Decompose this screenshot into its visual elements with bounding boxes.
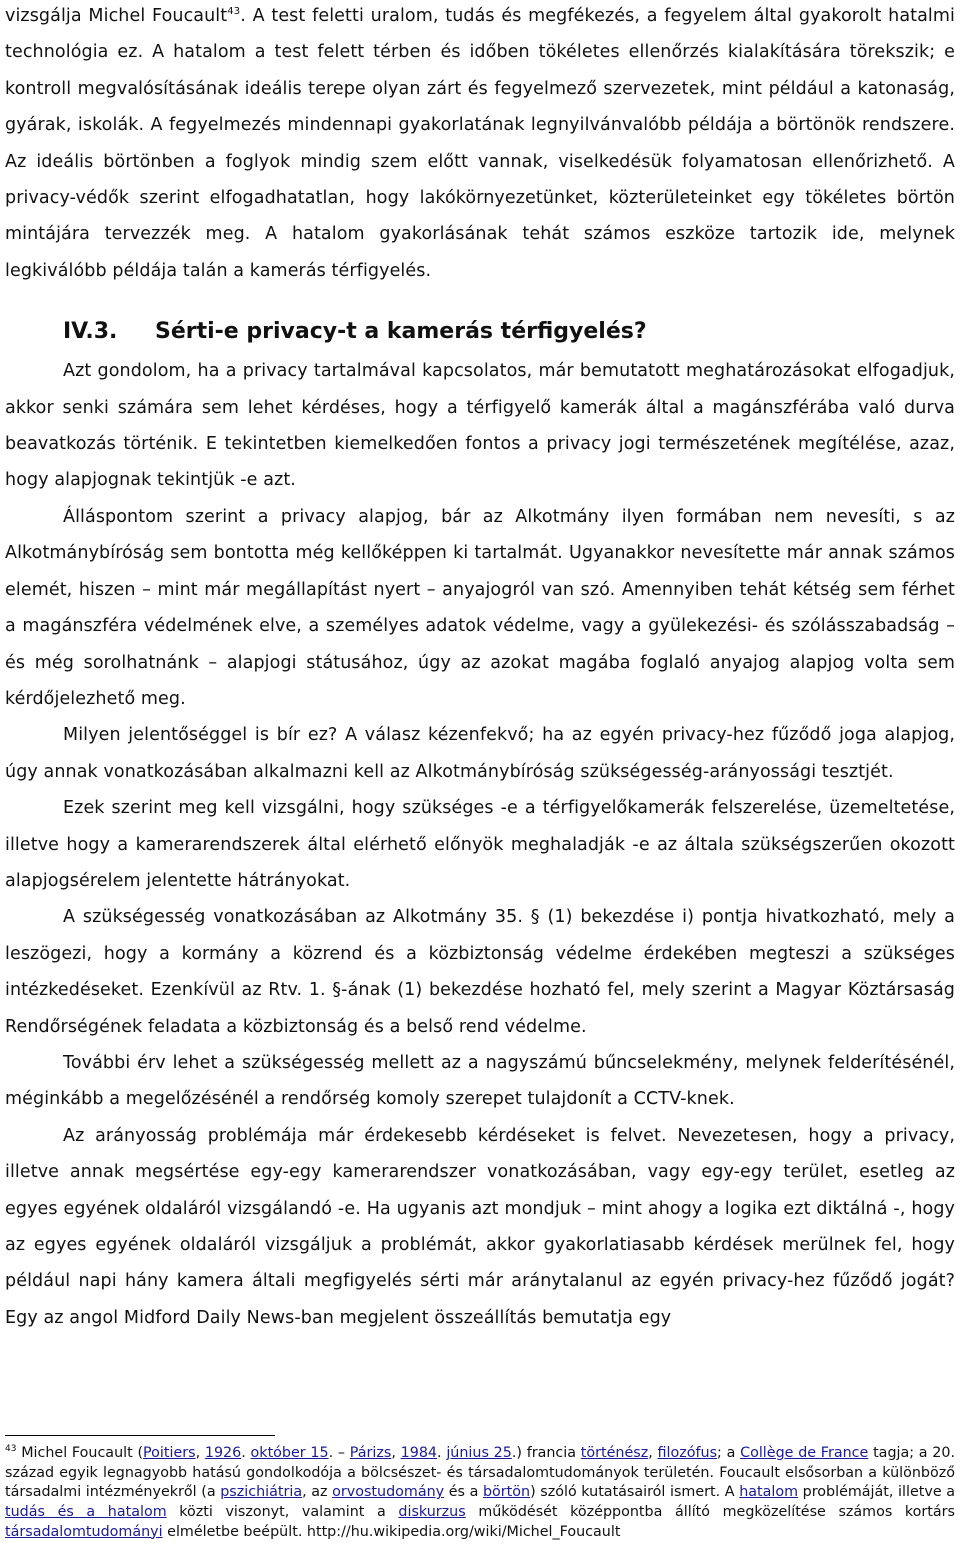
paragraph: Álláspontom szerint a privacy alapjog, bár az Alkotmány ilyen formában nem nevesíti, s az Alkotmánybíróság sem bontotta még kellőképpen ki tartalmát. Ugyanakkor nevesítette már annak számos elemét, hiszen – mint már megállapítást nyert – anyajogról van szó. Amennyiben tehát kétség sem férhet a magánszféra védelmének elve, a személyes adatok védelme, vagy a gyülekezési- és szólásszabadság – és még sorolhatnánk – alapjogi státusához, úgy az azokat magába foglaló anyajog alapjog volta sem kérdőjelezhető meg. [5, 506, 955, 709]
footnote-text: .) francia [511, 1445, 581, 1461]
footnote-text: , [648, 1445, 658, 1461]
footnote-text: és a [444, 1484, 483, 1501]
link-diskurzus[interactable]: diskurzus [398, 1504, 466, 1521]
footnote-text: . [241, 1445, 251, 1461]
footnote [5, 1444, 955, 1543]
paragraph: A szükségesség vonatkozásában az Alkotmány 35. § (1) bekezdése i) pontja hivatkozható, mely a leszögezi, hogy a kormány a közrend és a közbiztonság védelme érdekében megteszi a szükséges intézkedéseket. Ezenkívül az Rtv. 1. §-ának (1) bekezdése hozható fel, mely szerint a Magyar Köztársaság Rendőrségének feladata a közbiztonság és a belső rend védelme. [5, 907, 955, 1037]
link-1984[interactable]: 1984 [400, 1445, 438, 1461]
link-junius-25[interactable]: június 25 [446, 1445, 512, 1461]
footnote-text: , [391, 1445, 401, 1461]
paragraph: Az arányosság problémája már érdekesebb kérdéseket is felvet. Nevezetesen, hogy a privacy, illetve annak megsértése egy-egy kamerarendszer vonatkozásában, vagy egy-egy terület, esetleg az egyes egyének oldaláról vizsgálandó -e. Ha ugyanis azt mondjuk – mint ahogy a logika ezt diktálná -, hogy az egyes egyének oldaláról vizsgáljuk a problémát, akkor gyakorlatiasabb kérdések merülnek fel, hogy például napi hány kamera általi megfigyelés sérti már aránytalanul az egyén privacy-hez fűződő jogát? Egy az angol Midford Daily News-ban megjelent összeállítás bemutatja egy [5, 1125, 955, 1328]
link-parizs[interactable]: Párizs [349, 1445, 392, 1461]
link-hatalom[interactable]: hatalom [739, 1484, 799, 1501]
link-poitiers[interactable]: Poitiers [143, 1445, 196, 1461]
footnote-text: elméletbe beépült. http://hu.wikipedia.org/wiki/Michel_Foucault [162, 1523, 621, 1540]
paragraph: Milyen jelentőséggel is bír ez? A válasz kézenfekvő; ha az egyén privacy-hez fűződő joga alapjog, úgy annak vonatkozásában alkalmazni kell az Alkotmánybíróság szükségesség-arányossági tesztjét. [5, 725, 955, 782]
link-tarsadalomtudomanyi[interactable]: társadalomtudományi [5, 1523, 163, 1540]
section-heading [63, 317, 955, 347]
footnote-text: működését középpontba állító megközelítése számos kortárs [465, 1504, 955, 1521]
footnote-text: . – [328, 1445, 350, 1461]
intro-text-start: vizsgálja Michel Foucault [5, 6, 228, 26]
footnote-text: problémáját, illetve a [798, 1484, 956, 1501]
link-college-de-france[interactable]: Collège de France [740, 1445, 869, 1461]
paragraph: További érv lehet a szükségesség mellett az a nagyszámú bűncselekmény, melynek felderítésénél, méginkább a megelőzésénél a rendőrség komoly szerepet tulajdonít a CCTV-knek. [5, 1052, 955, 1110]
link-orvostudomany[interactable]: orvostudomány [332, 1484, 445, 1501]
section-number: IV.3. [63, 319, 118, 345]
footnote-text: ; a [717, 1445, 741, 1461]
paragraph: Ezek szerint meg kell vizsgálni, hogy szükséges -e a térfigyelőkamerák felszerelése, üzemeltetése, illetve hogy a kamerarendszerek által elérhető előnyök meghaladják -e az általa szükségszerűen okozott alapjogsérelem jelentette hátrányokat. [5, 798, 955, 891]
intro-paragraph [5, 0, 955, 289]
footnote-text: ) szóló kutatásairól ismert. A [530, 1484, 740, 1501]
footnote-text: Michel Foucault ( [16, 1445, 144, 1461]
link-1926[interactable]: 1926 [204, 1445, 242, 1461]
footnote-text: közti viszonyt, valamint a [166, 1504, 399, 1521]
link-borton[interactable]: börtön [482, 1484, 531, 1501]
link-pszichiatria[interactable]: pszichiátria [220, 1484, 303, 1501]
footnote-number: 43 [5, 1444, 17, 1455]
link-tortenesz[interactable]: történész [580, 1445, 649, 1461]
link-filozofus[interactable]: filozófus [657, 1445, 718, 1461]
section-title: Sérti-e privacy-t a kamerás térfigyelés? [155, 319, 647, 345]
footnote-text: , az [302, 1484, 333, 1501]
footnote-text: . [437, 1445, 447, 1461]
paragraph: Azt gondolom, ha a privacy tartalmával kapcsolatos, már bemutatott meghatározásokat elfogadjuk, akkor senki számára sem lehet kérdéses, hogy a térfigyelő kamerák által a magánszférába való durva beavatkozás történik. E tekintetben kiemelkedően fontos a privacy jogi természetének megítélése, azaz, hogy alapjognak tekintjük -e azt. [5, 361, 955, 491]
intro-text-rest: . A test feletti uralom, tudás és megfékezés, a fegyelem által gyakorolt hatalmi technológia ez. A hatalom a test felett térben és időben tökéletes ellenőrzés kialakítására törekszik; e kontroll megvalósításának ideális terepe olyan zárt és fegyelmező szervezetek, mint például a katonaság, gyárak, iskolák. A fegyelmezés mindennapi gyakorlatának legnyilvánvalóbb példája a börtönök rendszere. Az ideális börtönben a foglyok mindig szem előtt vannak, viselkedésük folyamatosan ellenőrizhető. A privacy-védők szerint elfogadhatatlan, hogy lakókörnyezetünket, közterületeinket egy tökéletes börtön mintájára tervezzék meg. A hatalom gyakorlásának tehát számos eszköze tartozik ide, melynek legkiválóbb példája talán a kamerás térfigyelés. [5, 6, 955, 281]
link-oktober-15[interactable]: október 15 [250, 1445, 329, 1461]
footnote-text: , [195, 1445, 205, 1461]
footnote-text: tagja; a 20. század egyik legnagyobb hatású gondolkodója a bölcsészet- és társadalomtudományok területén. Foucault elsősorban a különböző társadalmi intézményekről (a [5, 1445, 956, 1501]
footnote-divider [5, 1435, 275, 1436]
link-tudas-es-a-hatalom[interactable]: tudás és a hatalom [5, 1504, 167, 1521]
footnote-reference[interactable]: 43 [227, 6, 241, 18]
